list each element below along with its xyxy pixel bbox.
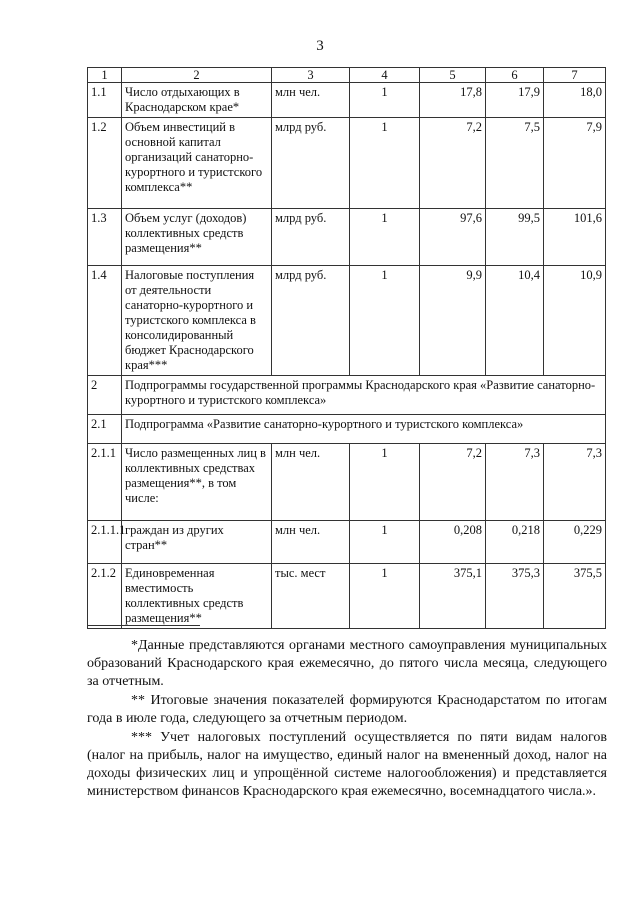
header-cell: 3 xyxy=(272,68,350,83)
row-code: 1.1 xyxy=(88,83,122,118)
indicator-name: Объем инвестиций в основной капитал организаций санаторно-курортного и туристского комплекса** xyxy=(122,118,272,209)
row-code: 1.3 xyxy=(88,209,122,266)
footnote-2: ** Итоговые значения показателей формируются Краснодарстатом по итогам года в июле года, следующего за отчетным периодом. xyxy=(87,693,607,726)
header-cell: 5 xyxy=(420,68,486,83)
unit-cell: млн чел. xyxy=(272,521,350,564)
value-cell: 10,9 xyxy=(544,266,606,376)
table-section-row xyxy=(88,415,606,444)
indicator-name: Объем услуг (доходов) коллективных средств размещения** xyxy=(122,209,272,266)
table-row xyxy=(88,266,606,376)
table-row xyxy=(88,209,606,266)
weight-cell: 1 xyxy=(350,209,420,266)
value-cell: 7,3 xyxy=(486,444,544,521)
row-code: 2.1.2 xyxy=(88,564,122,629)
value-cell: 0,229 xyxy=(544,521,606,564)
indicator-name: граждан из других стран** xyxy=(122,521,272,564)
value-cell: 99,5 xyxy=(486,209,544,266)
value-cell: 101,6 xyxy=(544,209,606,266)
weight-cell: 1 xyxy=(350,266,420,376)
indicator-name: Число отдыхающих в Краснодарском крае* xyxy=(122,83,272,118)
header-cell: 6 xyxy=(486,68,544,83)
row-code: 2.1 xyxy=(88,415,122,444)
header-cell: 4 xyxy=(350,68,420,83)
unit-cell: млрд руб. xyxy=(272,266,350,376)
section-title: Подпрограмма «Развитие санаторно-курортного и туристского комплекса» xyxy=(122,415,606,444)
value-cell: 375,1 xyxy=(420,564,486,629)
unit-cell: млрд руб. xyxy=(272,118,350,209)
value-cell: 17,8 xyxy=(420,83,486,118)
header-cell: 7 xyxy=(544,68,606,83)
value-cell: 18,0 xyxy=(544,83,606,118)
unit-cell: млрд руб. xyxy=(272,209,350,266)
footnote-3: *** Учет налоговых поступлений осуществляется по пяти видам налогов (налог на прибыль, налог на имущество, единый налог на вмененный доход, налог на доходы физических лиц и упрощённой системе налогообложения) и представляется министерством финансов Краснодарского края ежемесячно, восемнадцатого числа.». xyxy=(87,730,607,799)
value-cell: 7,5 xyxy=(486,118,544,209)
value-cell: 375,3 xyxy=(486,564,544,629)
table-row xyxy=(88,521,606,564)
section-title: Подпрограммы государственной программы Краснодарского края «Развитие санаторно-курортного и туристского комплекса» xyxy=(122,376,606,415)
row-code: 2.1.1 xyxy=(88,444,122,521)
table-header-row xyxy=(88,68,606,83)
value-cell: 7,2 xyxy=(420,118,486,209)
table-section-row xyxy=(88,376,606,415)
weight-cell: 1 xyxy=(350,521,420,564)
weight-cell: 1 xyxy=(350,444,420,521)
page-number: 3 xyxy=(316,38,324,54)
value-cell: 7,3 xyxy=(544,444,606,521)
table-row xyxy=(88,444,606,521)
footnote-1: *Данные представляются органами местного самоуправления муниципальных образований Краснодарского края ежемесячно, до пятого числа месяца, следующего за отчетным. xyxy=(87,638,607,689)
weight-cell: 1 xyxy=(350,83,420,118)
table-row xyxy=(88,83,606,118)
footnote-divider xyxy=(87,625,200,626)
indicator-name: Единовременная вместимость коллективных средств размещения** xyxy=(122,564,272,629)
indicator-name: Налоговые поступления от деятельности санаторно-курортного и туристского комплекса в консолидированный бюджет Краснодарского края*** xyxy=(122,266,272,376)
header-cell: 1 xyxy=(88,68,122,83)
value-cell: 97,6 xyxy=(420,209,486,266)
footnotes xyxy=(87,637,607,802)
value-cell: 17,9 xyxy=(486,83,544,118)
value-cell: 7,2 xyxy=(420,444,486,521)
row-code: 2.1.1.1 xyxy=(88,521,122,564)
value-cell: 0,208 xyxy=(420,521,486,564)
value-cell: 375,5 xyxy=(544,564,606,629)
row-code: 1.4 xyxy=(88,266,122,376)
value-cell: 9,9 xyxy=(420,266,486,376)
unit-cell: млн чел. xyxy=(272,444,350,521)
unit-cell: тыс. мест xyxy=(272,564,350,629)
table-row xyxy=(88,564,606,629)
indicator-name: Число размещенных лиц в коллективных средствах размещения**, в том числе: xyxy=(122,444,272,521)
weight-cell: 1 xyxy=(350,118,420,209)
value-cell: 0,218 xyxy=(486,521,544,564)
unit-cell: млн чел. xyxy=(272,83,350,118)
row-code: 1.2 xyxy=(88,118,122,209)
header-cell: 2 xyxy=(122,68,272,83)
value-cell: 7,9 xyxy=(544,118,606,209)
value-cell: 10,4 xyxy=(486,266,544,376)
weight-cell: 1 xyxy=(350,564,420,629)
indicators-table xyxy=(87,67,606,629)
row-code: 2 xyxy=(88,376,122,415)
table-row xyxy=(88,118,606,209)
